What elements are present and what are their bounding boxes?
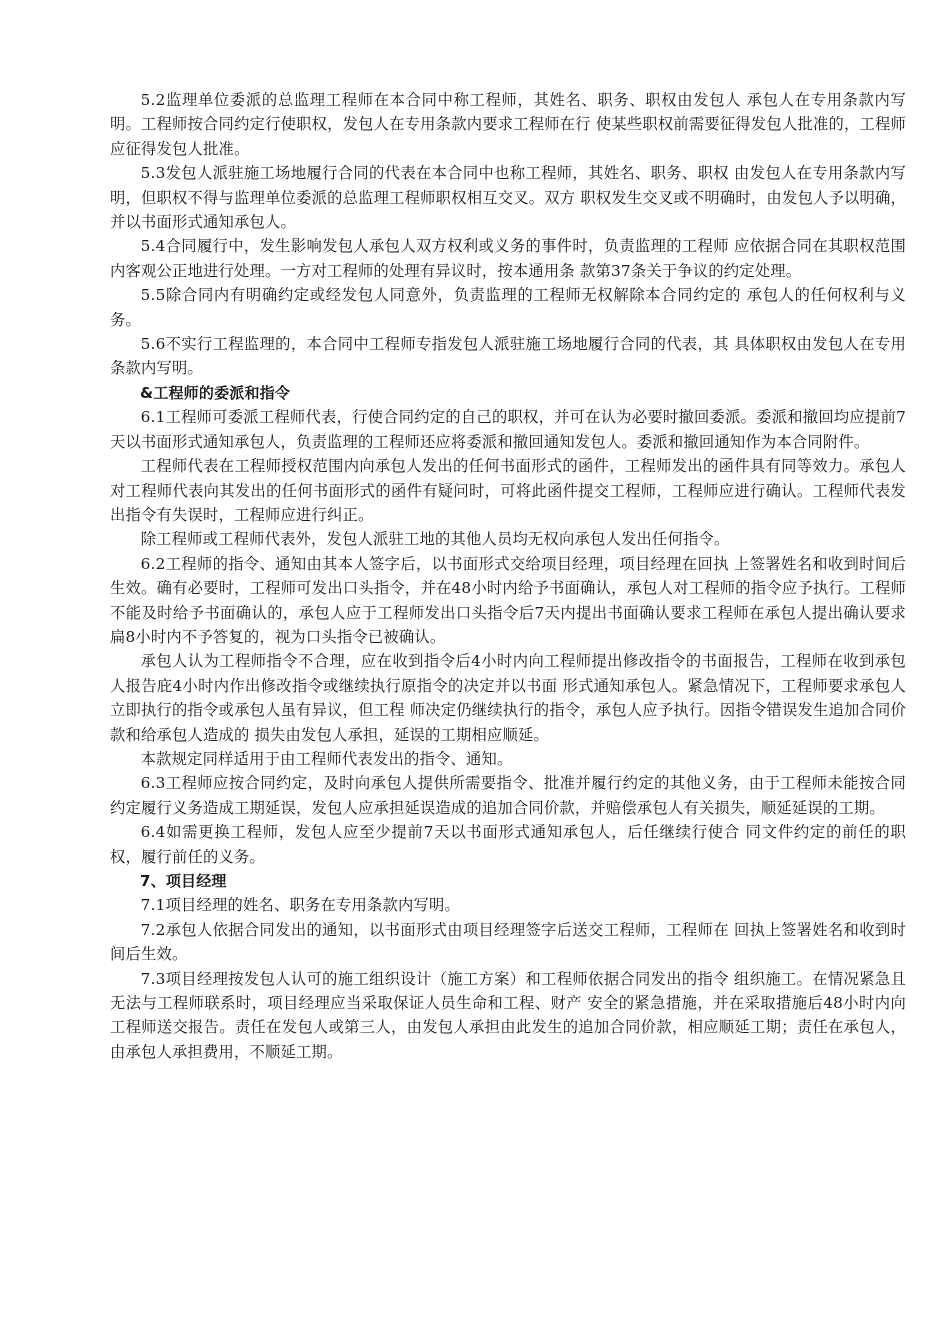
clause-6-1-other-staff: 除工程师或工程师代表外，发包人派驻工地的其他人员均无权向承包人发出任何指令。 xyxy=(140,530,730,549)
clause-7-1: 7.1项目经理的姓名、职务在专用条款内写明。 xyxy=(140,896,460,915)
clause-7-3: 7.3项目经理按发包人认可的施工组织设计（施工方案）和工程师依据合同发出的指令 组织施工。在情况紧急且无法与工程师联系时，项目经理应当采取保证人员生命和工程、财产 安全的紧急措施，并在采取措施后48小时内向工程师送交报告。责任在发包人或第三人，由发包人承担由此发生的追加合同价款，相应顺延工期；责任在承包人，由承包人承担费用，不顺延工期。 xyxy=(110,969,906,1061)
clause-6-2-objection: 承包人认为工程师指令不合理，应在收到指令后4小时内向工程师提出修改指令的书面报告，工程师在收到承包人报告庇4小时内作出修改指令或继续执行原指令的决定并以书面 形式通知承包人。紧急情况下，工程师要求承包人立即执行的指令或承包人虽有异议，但工程 师决定仍继续执行的指令，承包人应予执行。因指令错误发生追加合同价款和给承包人造成的 损失由发包人承担，延误的工期相应顺延。 xyxy=(110,652,906,744)
clause-6-3: 6.3工程师应按合同约定，及时向承包人提供所需要指令、批准并履行约定的其他义务，由于工程师未能按合同约定履行义务造成工期延误，发包人应承担延误造成的追加合同价款，并赔偿承包人有关损失，顺延延误的工期。 xyxy=(110,774,906,817)
clause-6-4: 6.4如需更换工程师，发包人应至少提前7天以书面形式通知承包人，后任继续行使合 同文件约定的前任的职权，履行前任的义务。 xyxy=(110,823,906,866)
document-body xyxy=(110,88,906,1064)
clause-6-1: 6.1工程师可委派工程师代表，行使合同约定的自己的职权，并可在认为必要时撤回委派。委派和撤回均应提前7天以书面形式通知承包人，负责监理的工程师还应将委派和撤回通知发包人。委派和撤回通知作为本合同附件。 xyxy=(110,408,906,451)
clause-6-2-applicability: 本款规定同样适用于由工程师代表发出的指令、通知。 xyxy=(140,749,513,768)
clause-6-2: 6.2工程师的指令、通知由其本人签字后，以书面形式交给项目经理，项目经理在回执 上签署姓名和收到时间后生效。确有必要时，工程师可发出口头指令，并在48小时内给予书面确认，承包人对工程师的指令应予执行。工程师不能及时给予书面确认的，承包人应于工程师发出口头指令后7天内提出书面确认要求工程师在承包人提出确认要求扁8小时内不予答复的，视为口头指令已被确认。 xyxy=(110,554,906,646)
clause-5-2: 5.2监理单位委派的总监理工程师在本合同中称工程师，其姓名、职务、职权由发包人 承包人在专用条款内写明。工程师按合同约定行使职权，发包人在专用条款内要求工程师在行 使某些职权前需要征得发包人批准的，工程师应征得发包人批准。 xyxy=(110,91,906,158)
clause-5-3: 5.3发包人派驻施工场地履行合同的代表在本合同中也称工程师，其姓名、职务、职权 由发包人在专用条款内写明，但职权不得与监理单位委派的总监理工程师职权相互交叉。双方 职权发生交叉或不明确时，由发包人予以明确，并以书面形式通知承包人。 xyxy=(110,164,906,232)
clause-6-1-representative: 工程师代表在工程师授权范围内向承包人发出的任何书面形式的函件，工程师发出的函件具有同等效力。承包人对工程师代表向其发出的任何书面形式的函件有疑问时，可将此函件提交工程师，工程师应进行确认。工程师代表发出指令有失误时，工程师应进行纠正。 xyxy=(110,457,906,524)
clause-5-6: 5.6不实行工程监理的，本合同中工程师专指发包人派驻施工场地履行合同的代表，其 具体职权由发包人在专用条款内写明。 xyxy=(110,335,906,378)
section-7-heading: 7、项目经理 xyxy=(140,872,227,890)
clause-7-2: 7.2承包人依据合同发出的通知，以书面形式由项目经理签字后送交工程师，工程师在 回执上签署姓名和收到时间后生效。 xyxy=(110,920,906,964)
section-6-heading: &工程师的委派和指令 xyxy=(140,383,291,402)
clause-5-4: 5.4合同履行中，发生影响发包人承包人双方权利或义务的事件时，负责监理的工程师 应依据合同在其职权范围内客观公正地进行处理。一方对工程师的处理有异议时，按本通用条 款第37条关于争议的约定处理。 xyxy=(110,237,906,280)
clause-5-5: 5.5除合同内有明确约定或经发包人同意外，负责监理的工程师无权解除本合同约定的 承包人的任何权利与义务。 xyxy=(110,286,906,329)
